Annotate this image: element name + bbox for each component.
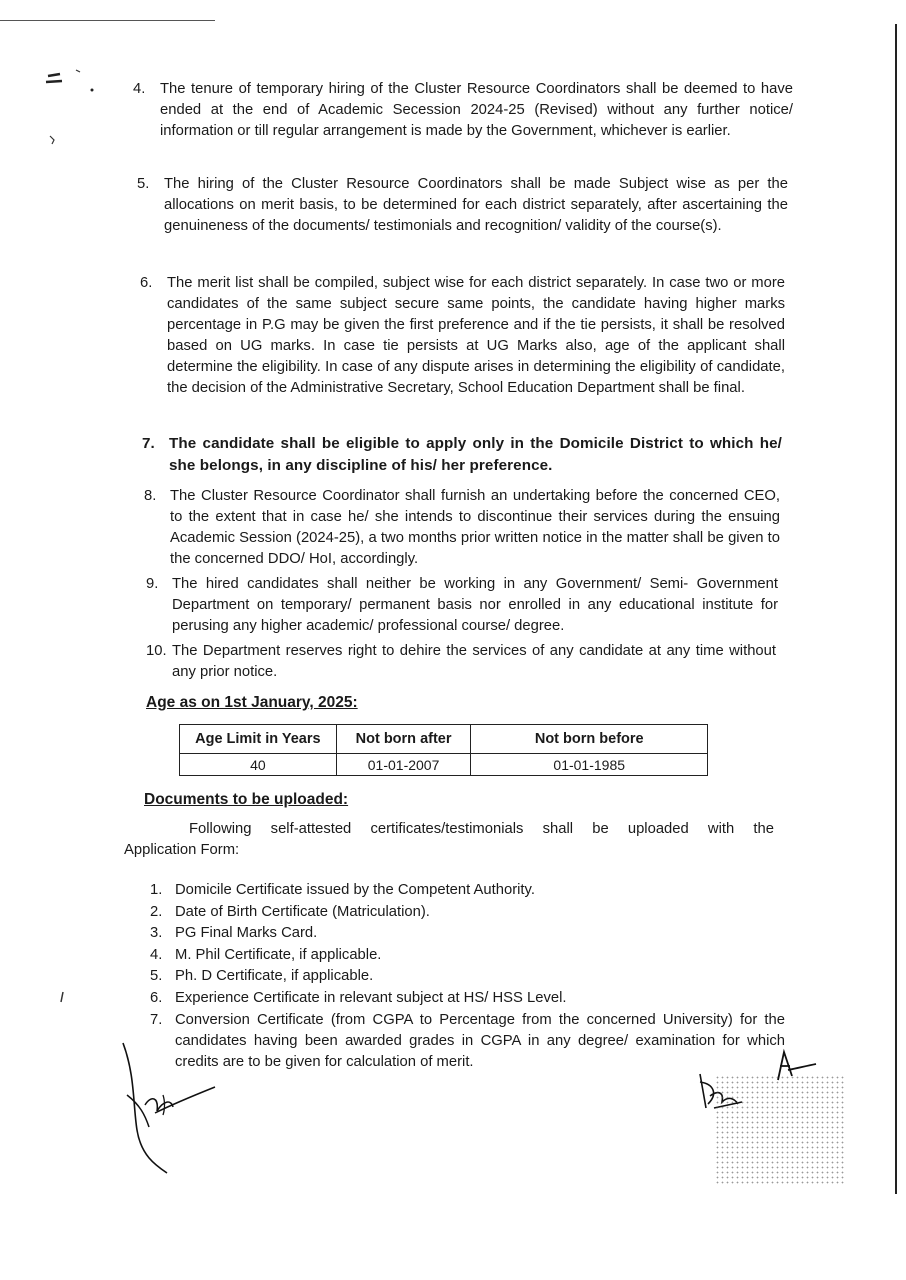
condition-item	[140, 273, 785, 399]
table-header-cell: Not born after	[336, 725, 471, 754]
scan-noise	[715, 1075, 845, 1185]
item-number: 6.	[150, 990, 163, 1006]
top-rule	[0, 20, 215, 21]
item-text: The hired candidates shall neither be working in any Government/ Semi- Government Department on temporary/ permanent basis nor enrolled in any educational institute for perusing any higher academic/ professional course/ degree.	[172, 576, 778, 634]
item-text: The Cluster Resource Coordinator shall furnish an undertaking before the concerned CEO, to the extent that in case he/ she intends to discontinue their services during the ensuing Academic Session (2024-25), a two months prior written notice in the matter shall be given to the concerned DDO/ HoI, accordingly.	[170, 488, 780, 567]
table-header-cell: Not born before	[471, 725, 708, 754]
table-cell: 40	[180, 754, 337, 776]
documents-intro-line: Application Form:	[124, 842, 240, 858]
item-text: The tenure of temporary hiring of the Cluster Resource Coordinators shall be deemed to have ended at the end of Academic Secession 2024-25 (Revised) without any further notice/ information or till regular arrangement is made by the Government, whichever is earlier.	[160, 81, 793, 139]
item-number: 7.	[142, 435, 155, 452]
item-text: The merit list shall be compiled, subject wise for each district separately. In case two or more candidates of the same subject secure same points, the candidate having higher marks percentage in P.G may be given the first preference and if the tie persists, it shall be resolved based on UG marks. In case tie persists at UG Marks also, age of the applicant shall determine the eligibility. In case of any dispute arises in determining the eligibility of candidate, the decision of the Administrative Secretary, School Education Department shall be final.	[167, 275, 785, 396]
table-row	[180, 754, 708, 776]
item-number: 2.	[150, 904, 163, 920]
right-edge-line	[895, 24, 897, 1194]
item-number: 6.	[140, 275, 153, 291]
table-header-row	[180, 725, 708, 754]
condition-item	[133, 79, 793, 142]
item-text: M. Phil Certificate, if applicable.	[175, 947, 382, 963]
item-number: 4.	[133, 81, 146, 97]
item-text: Ph. D Certificate, if applicable.	[175, 968, 374, 984]
item-text: Experience Certificate in relevant subject at HS/ HSS Level.	[175, 990, 567, 1006]
item-number: 7.	[150, 1012, 163, 1028]
age-heading: Age as on 1st January, 2025:	[146, 694, 358, 711]
item-number: 9.	[146, 576, 159, 592]
item-text: The Department reserves right to dehire the services of any candidate at any time without any prior notice.	[172, 643, 776, 680]
scan-mark-icon	[58, 990, 68, 1006]
item-number: 10.	[146, 643, 167, 659]
signature-icon	[115, 1035, 225, 1175]
table-cell: 01-01-2007	[336, 754, 471, 776]
item-number: 8.	[144, 488, 157, 504]
item-text: Date of Birth Certificate (Matriculation).	[175, 904, 430, 920]
item-text: PG Final Marks Card.	[175, 925, 318, 941]
table-header-cell: Age Limit in Years	[180, 725, 337, 754]
item-number: 4.	[150, 947, 163, 963]
condition-item	[146, 574, 778, 637]
item-number: 5.	[150, 968, 163, 984]
item-text: Conversion Certificate (from CGPA to Percentage from the concerned University) for the candidates having been awarded grades in CGPA in any degree/ examination for which credits are to be given for calculation of merit.	[175, 1012, 785, 1070]
condition-item	[137, 174, 788, 237]
item-text: The candidate shall be eligible to apply only in the Domicile District to which he/ she belongs, in any discipline of his/ her preference.	[169, 435, 782, 474]
condition-item	[144, 486, 780, 570]
table-cell: 01-01-1985	[471, 754, 708, 776]
item-number: 1.	[150, 882, 163, 898]
condition-item	[146, 641, 776, 683]
documents-intro-line: Following self-attested certificates/testimonials shall be uploaded with the	[189, 821, 774, 837]
documents-heading: Documents to be uploaded:	[144, 791, 349, 808]
item-number: 3.	[150, 925, 163, 941]
scan-mark-icon	[40, 64, 110, 154]
age-table	[179, 724, 708, 776]
item-text: Domicile Certificate issued by the Competent Authority.	[175, 882, 535, 898]
item-number: 5.	[137, 176, 150, 192]
item-text: The hiring of the Cluster Resource Coordinators shall be made Subject wise as per the allocations on merit basis, to be determined for each district separately, after ascertaining the genuineness of the documents/ testimonials and recognition/ validity of the course(s).	[164, 176, 788, 234]
condition-item	[142, 433, 782, 477]
